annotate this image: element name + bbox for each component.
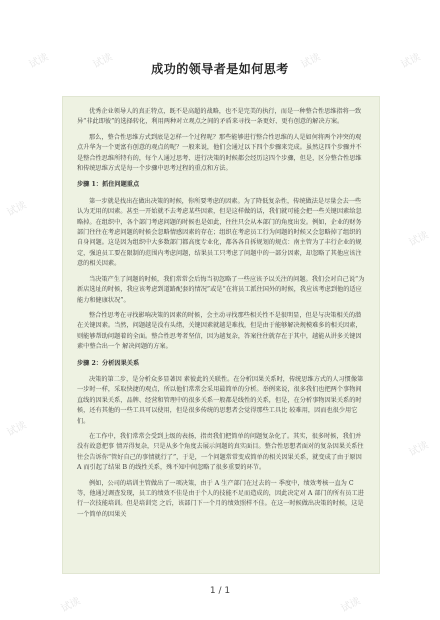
watermark-text: 试读 (27, 51, 51, 71)
watermark-text: 试读 (299, 51, 323, 71)
watermark-text: 试读 (399, 51, 423, 71)
page-number: 1 / 1 (209, 586, 231, 596)
body-paragraph: 整合性思考在寻找影响决策的因素的时候，会主动寻找那些相关性不是很明显，但是与决策相关的潜在关键因素。当然，问题越是没有头绪，关键因素就越是难找，但是由于能够解决规模难多的相关因素，则能够帮助问题着的全面。整合性思考者坚信，因为越复杂，答案往往就存在于其中，越能从讲多关键因素中整合出一个 解决问题的方案。 (77, 311, 362, 351)
content-panel (62, 96, 380, 574)
watermark-text: 试读 (59, 595, 83, 615)
watermark-text: 试读 (91, 51, 115, 71)
watermark-text: 试读 (407, 439, 431, 459)
body-paragraph: 例如，公司的培训主管做出了一项决策，由于 A 生产部门在过去的一 季度中，绩效考核一直为 C 等，他通过调查发现，员工的绩效不佳是由于个人的技能不足而造成的，因此决定对 A 部门的所有员工进行一次技能培训。但是培训完 之后，该部门下一个月的绩效照样不佳。在这一时候做出决策的时候，这是一个简单的因果关 (77, 479, 364, 518)
body-paragraph: 在工作中，我们常常会受到上级的表扬，指责我们把简单的问题复杂化了。其实，很多时候，我们并没有故意把事 情弄得复杂，只是从多个角度去展示问题的真实面目。整合性思想者面对的复杂因果关系往往会告诉你“管好自己的事情就行了”，于是，一个问题常常变成简单的相关因果关系，就变成了由于原因 A 而引起了结果 B 的线性关系，殊不知中间忽略了很多重要的环节。 (77, 432, 364, 472)
document-page (20, 20, 420, 600)
section-heading: 步骤 2：分析因果关系 (77, 359, 140, 367)
body-paragraph: 第一步就是找出在做出决策的时候，你所要考虑的因素。为了降低复杂性，传统做法是尽量会去一些认为无用的因素。甚至一开始就不去考虑某些因素，但是这样做的话，我们就可能会把一些关键因素给忽略掉。在组织中，各个部门考虑问题的时候也是如此，往往只会从本部门的角度出发。例如，企业的财务部门往往在考虑问题的时候会忽略情感因素的存在；组织在考虑员工行为问题的时候又会忽略掉了组织的自身问题。这是因为组织中大多数部门都高度专业化，都各各自拆规划的规点：南主管为了丰行企业的规定，强迫员工要在限制的范围内考虑问题，结果员工只考虑了问题中的一部分因素，却忽略了其他应该注意的相关因素。 (77, 197, 362, 268)
page-title: 成功的领导者是如何思考 (151, 62, 289, 76)
watermark-text: 试读 (407, 229, 431, 249)
body-paragraph: 决策的第二步，是分析众多显著因 素彼此的关联性。在分析因果关系时，传统思维方式的人习惯像第一步时一样，采取快捷的观点，所以他们常常会采用最简单的分析。举例来说，很多我们也把两个事物间直线的因果关系，品牌、经营和管理中的很多关系一般都是线性的关系，但是，在分析事物因果关系的时候，还有其他的一些工具可以使用，但是很多传统的思想者会觉得那些工具比 较难用，因而也很少用它们。 (77, 375, 364, 425)
watermark-text: 试读 (339, 595, 363, 615)
body-paragraph: 那么，整合性思维方式到底是怎样一个过程呢？那些能够进行整合性思维的人是如何将两个冲突的观点升华为一个更富有创意的观点的呢？一般来说，他们会通过以下四个步骤来完成。虽然这四个步骤并不是整合性思维所特有的，每个人通过思考、进行决策的时候都会经历这四个步骤，但是，区分整合性思维和传统思维方式是每一个步骤中思考过程的重点和方法。 (77, 133, 362, 173)
panel-body (63, 97, 379, 520)
body-paragraph: 当决策产生了问题的时候，我们常常会后悔当初忽略了一些应该予以关注的问题。我们会对自己说“为新店选址的时候，我应该考虑到道路配套的情况”或是“在将员工派往国外的时候，我应该考虑到他的适应能力和健康状况”。 (77, 275, 365, 304)
watermark-text: 试读 (5, 199, 29, 219)
section-heading: 步骤 1：抓住问题重点 (77, 181, 140, 189)
watermark-text: 试读 (5, 419, 29, 439)
body-paragraph: 优秀企业领导人的真正特点，既不是高超的战略，也不是完美的执行，而是一种整合性思维指将一致异“非此即彼”的选择转化，利用两种对立观点之间的矛盾来寻找一条更好、更有创意的解决方案。 (77, 108, 362, 126)
